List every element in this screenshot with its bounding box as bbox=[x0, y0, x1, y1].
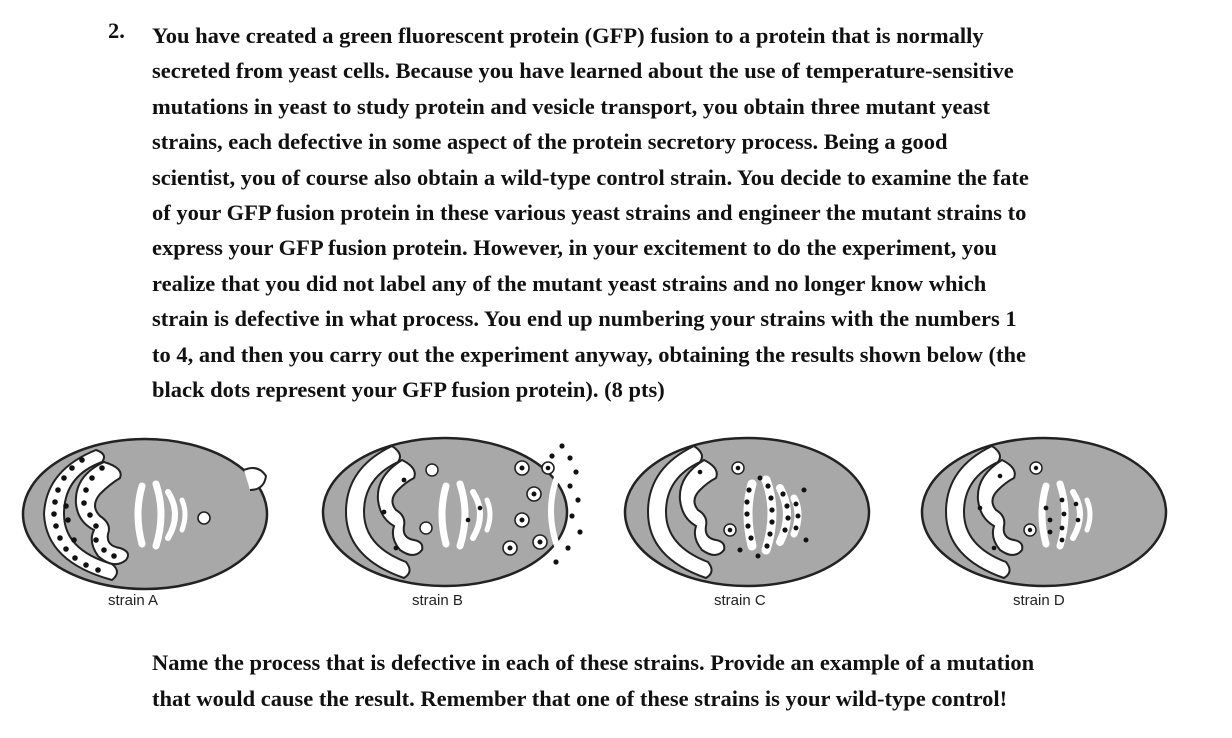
prompt-line: Name the process that is defective in each of these strains. Provide an example of a mutation bbox=[152, 650, 1035, 675]
answer-prompt bbox=[152, 645, 1034, 717]
question-line: strains, each defective in some aspect of the protein secretory process. Being a good bbox=[152, 129, 948, 155]
strain-a-label: strain A bbox=[108, 592, 159, 609]
prompt-line: that would cause the result. Remember that one of these strains is your wild-type control! bbox=[152, 686, 1008, 711]
question-line: realize that you did not label any of the mutant yeast strains and no longer know which bbox=[152, 270, 987, 296]
strain-b-cell bbox=[323, 438, 583, 586]
strain-c-cell bbox=[625, 438, 869, 586]
strain-a-cell bbox=[23, 439, 267, 589]
question-line: black dots represent your GFP fusion protein). (8 pts) bbox=[152, 377, 665, 403]
yeast-strains-figure bbox=[0, 405, 1232, 615]
question-number: 2. bbox=[108, 18, 125, 43]
question-line: to 4, and then you carry out the experiment anyway, obtaining the results shown below (the bbox=[152, 341, 1026, 367]
question-line: secreted from yeast cells. Because you have learned about the use of temperature-sensitive bbox=[152, 58, 1014, 84]
question-text bbox=[152, 18, 1212, 407]
strain-b-label: strain B bbox=[412, 592, 463, 609]
question-line: You have created a green fluorescent protein (GFP) fusion to a protein that is normally bbox=[152, 23, 984, 48]
question-line: mutations in yeast to study protein and vesicle transport, you obtain three mutant yeast bbox=[152, 93, 990, 119]
strain-d-cell bbox=[922, 438, 1166, 586]
strain-d-label: strain D bbox=[1013, 592, 1065, 609]
question-line: express your GFP fusion protein. However, in your excitement to do the experiment, you bbox=[152, 235, 997, 261]
question-line: scientist, you of course also obtain a wild-type control strain. You decide to examine the fate bbox=[152, 164, 1029, 190]
question-line: strain is defective in what process. You end up numbering your strains with the numbers 1 bbox=[152, 306, 1017, 332]
question-line: of your GFP fusion protein in these various yeast strains and engineer the mutant strains to bbox=[152, 200, 1027, 226]
strain-c-label: strain C bbox=[714, 592, 766, 609]
